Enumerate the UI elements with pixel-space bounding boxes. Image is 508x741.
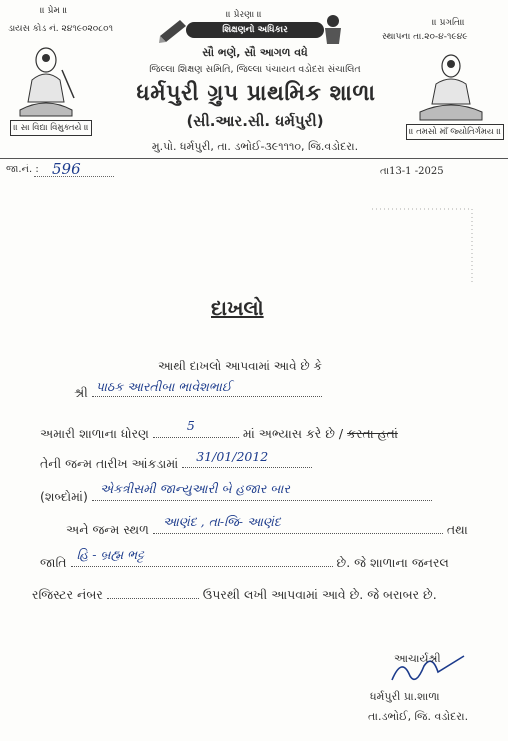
student-name: પાઠક આરતીબા ભાવેશભાઈ bbox=[95, 379, 232, 394]
caste-suffix: છે. જે શાળાના જનરલ bbox=[336, 555, 449, 570]
class-blank bbox=[153, 418, 239, 438]
header-left-top: ॥ પ્રેમ ॥ bbox=[40, 6, 68, 16]
caste-blank bbox=[71, 547, 333, 567]
words-blank bbox=[92, 481, 432, 501]
class-value: 5 bbox=[186, 418, 195, 433]
caste-line bbox=[40, 547, 449, 571]
issue-date: તા13-1 -2025 bbox=[380, 166, 444, 177]
dob-blank bbox=[182, 449, 312, 468]
caste-value: હિ - બ્રહ્મ ભટ્ટ bbox=[76, 547, 144, 562]
shri-label: શ્રી bbox=[74, 385, 88, 400]
certificate-title: દાખલો bbox=[211, 296, 264, 320]
header-center-top: ॥ પ્રેરણા ॥ bbox=[226, 10, 262, 20]
birthplace-blank bbox=[153, 514, 443, 534]
slogan: સૌ ભણે, સૌ આગળ વધે bbox=[202, 46, 308, 59]
scan-artifact-dots bbox=[372, 207, 482, 287]
signatory-title: આચાર્યશ્રી bbox=[394, 652, 441, 665]
dob-words-line bbox=[40, 481, 432, 505]
register-label: રજિસ્ટર નંબર bbox=[32, 587, 103, 602]
motto-right: ॥ તમસો માઁ જ્યોતિર્ગમય ॥ bbox=[406, 124, 504, 140]
motto-left: ॥ સા વિદ્યા વિમુક્તયે ॥ bbox=[10, 120, 92, 136]
caste-label: જાતિ bbox=[40, 555, 67, 570]
saraswati-left-illustration bbox=[14, 40, 78, 118]
dob-words-value: એકત્રીસમી જાન્યુઆરી બે હજાર બાર bbox=[99, 481, 290, 496]
birthplace-suffix: તથા bbox=[446, 522, 468, 537]
council-line: જિલ્લા શિક્ષણ સમિતિ, જિલ્લા પંચાયત વડોદરા સંચાલિત bbox=[149, 64, 361, 75]
school-subtitle: (સી.આર.સી. ધર્મપુરી) bbox=[186, 112, 324, 130]
reference-number: 596 bbox=[52, 160, 81, 178]
saraswati-right-illustration bbox=[416, 48, 486, 122]
name-blank bbox=[92, 379, 322, 397]
reference-dots bbox=[34, 176, 114, 177]
name-line bbox=[74, 379, 322, 401]
school-address: મુ.પો. ધર્મપુરી, તા. ડભોઈ-૩૯૧૧૧૦, જિ.વડોદરા. bbox=[151, 140, 359, 153]
dob-label: તેની જન્મ તારીખ આંકડામાં bbox=[40, 456, 179, 471]
dise-code: ડાયસ કોડ નં. ૨૪૧૯૦૨૦૮૦૧ bbox=[8, 24, 113, 34]
signatory-place: તા.ડભોઈ, જિ. વડોદરા. bbox=[368, 710, 469, 723]
register-suffix: ઉપરથી લખી આપવામાં આવે છે. જે બરાબર છે. bbox=[202, 587, 437, 602]
register-line bbox=[32, 585, 437, 603]
birthplace-label: અને જન્મ સ્થળ bbox=[66, 522, 149, 537]
reference-label: જા.નં. : bbox=[6, 164, 39, 175]
established-date: સ્થાપના તા.૨૦-૪-૧૯૪૯ bbox=[382, 32, 468, 42]
class-suffix: માં અભ્યાસ કરે છે / bbox=[242, 426, 344, 441]
pencil-logo-icon bbox=[158, 16, 188, 44]
signatory-school: ધર્મપુરી પ્રા.શાળા bbox=[370, 690, 440, 703]
school-name: ધર્મપુરી ગ્રુપ પ્રાથમિક શાળા bbox=[136, 81, 376, 106]
birthplace-value: આણંદ , તા-જિ- આણંદ bbox=[162, 514, 281, 529]
certificate-intro: આથી દાખલો આપવામાં આવે છે કે bbox=[158, 359, 322, 373]
words-label: (શબ્દોમાં) bbox=[40, 489, 88, 504]
rte-banner: શિક્ષણનો અધિકાર bbox=[186, 22, 324, 38]
header-divider bbox=[0, 158, 508, 159]
dob-line bbox=[40, 449, 312, 472]
class-struck-text: કરતા હતાં bbox=[347, 426, 398, 441]
dob-value: 31/01/2012 bbox=[196, 449, 269, 464]
birthplace-line bbox=[66, 514, 468, 538]
header-right-top: ॥ પ્રગતિ॥ bbox=[432, 18, 465, 28]
register-blank bbox=[107, 585, 199, 599]
class-line bbox=[40, 418, 398, 442]
class-prefix: અમારી શાળાના ધોરણ bbox=[40, 426, 149, 441]
